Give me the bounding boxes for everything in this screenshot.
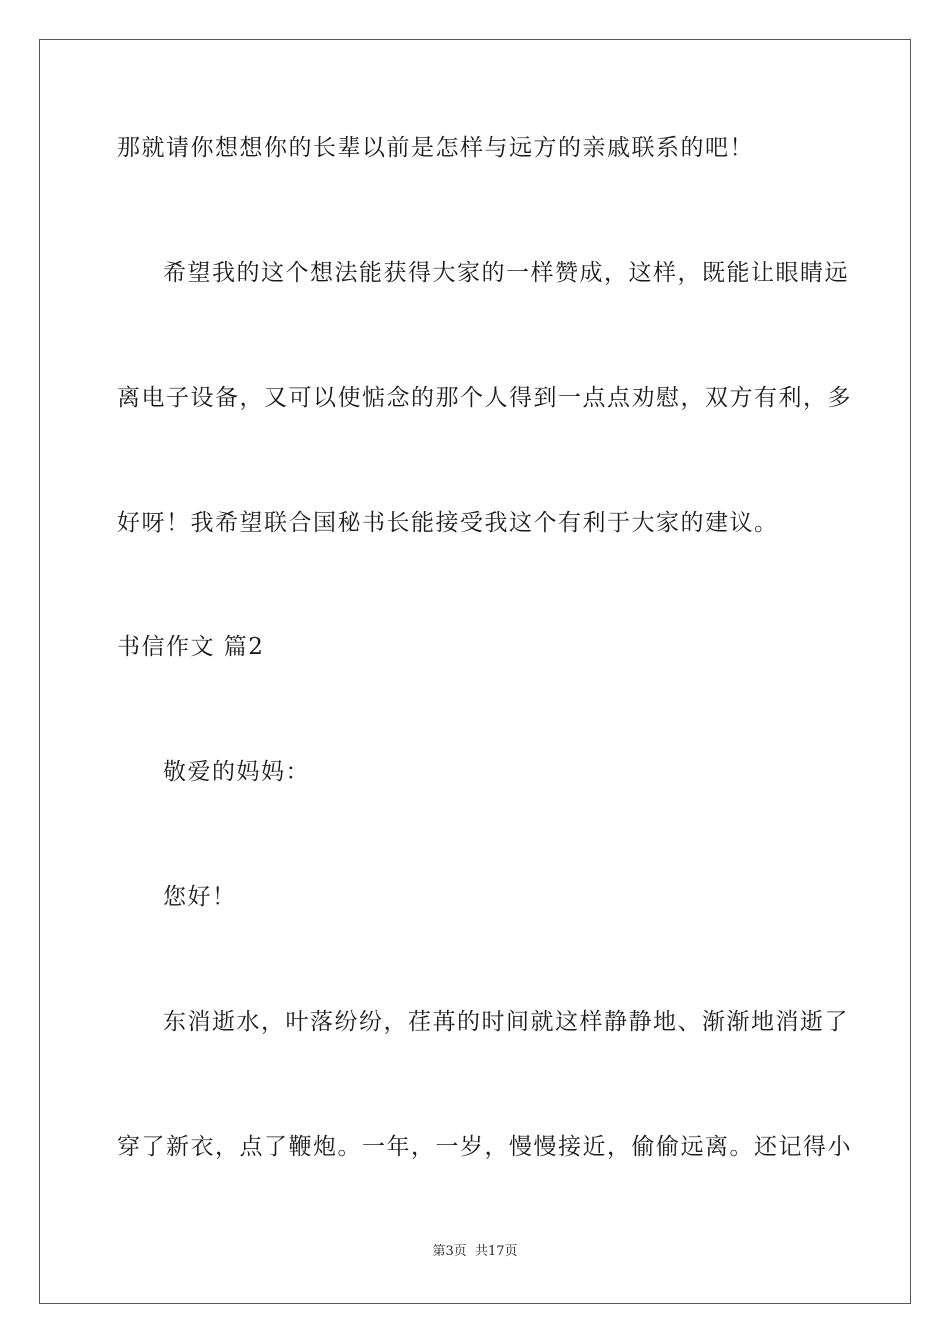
text-line-8: 东消逝水，叶落纷纷，荏苒的时间就这样静静地、渐渐地消逝了: [163, 1009, 849, 1035]
page-total: 共17页: [474, 1244, 518, 1259]
text-line-1: 那就请你想想你的长辈以前是怎样与远方的亲戚联系的吧！: [117, 135, 754, 161]
text-line-3: 离电子设备，又可以使惦念的那个人得到一点点劝慰，双方有利，多: [117, 385, 852, 411]
text-line-2: 希望我的这个想法能获得大家的一样赞成，这样，既能让眼睛远: [163, 260, 849, 286]
text-line-9: 穿了新衣，点了鞭炮。一年，一岁，慢慢接近，偷偷远离。还记得小: [117, 1134, 852, 1160]
greeting: 您好！: [163, 884, 237, 910]
text-line-4: 好呀！我希望联合国秘书长能接受我这个有利于大家的建议。: [117, 510, 779, 536]
page-footer: [0, 1244, 950, 1260]
page-number: 第3页: [432, 1244, 467, 1259]
section-heading: 书信作文 篇2: [117, 634, 265, 660]
salutation: 敬爱的妈妈：: [163, 759, 310, 785]
page-frame: [39, 39, 911, 1304]
